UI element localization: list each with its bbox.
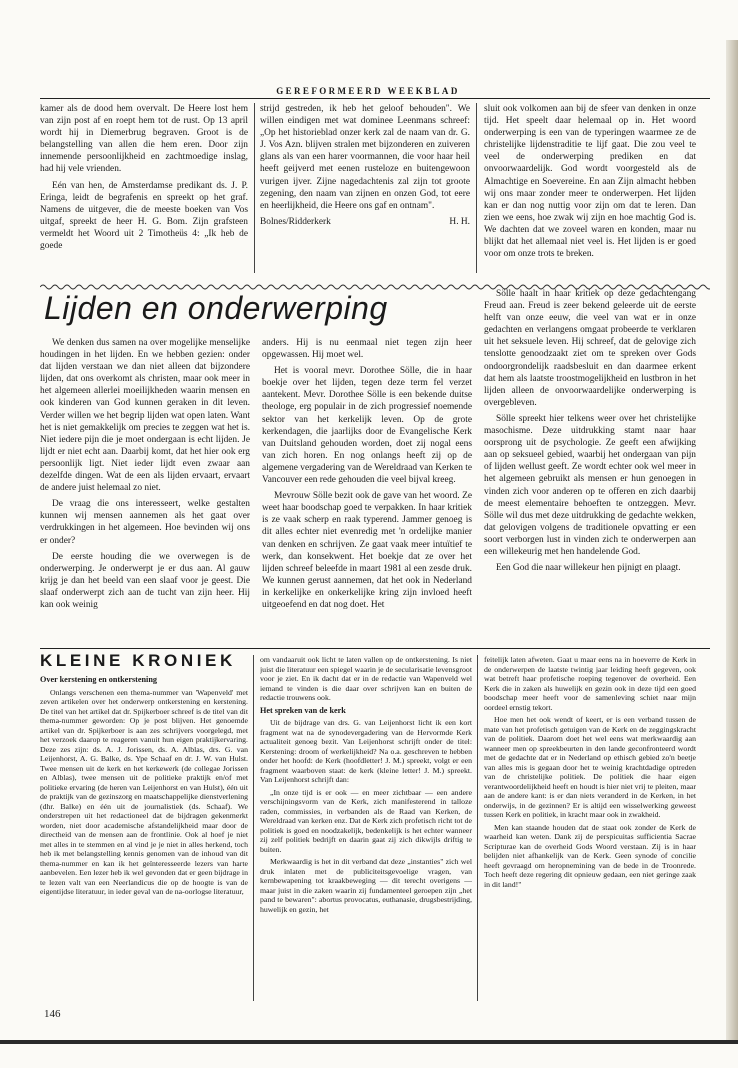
paragraph: om vandaaruit ook licht te laten vallen op de ontkerstening. Is niet juist die literatuur een spiegel waarin je de secularisatie levensgroot voor je ziet. En ik dacht dat er in de redactie van Wapenveld wel iemand te vinden is die daar over schrijven kan en buiten de redactie trouwens ook. <box>260 655 472 702</box>
signature-initials: H. H. <box>449 216 470 227</box>
signature-place: Bolnes/Ridderkerk <box>260 216 331 227</box>
kk-col-3 <box>484 655 696 1001</box>
column-divider <box>477 655 478 1001</box>
kk-col-2 <box>260 655 472 1001</box>
paragraph: Sölle spreekt hier telkens weer over het christelijke masochisme. Deze uitdrukking stamt naar haar oorsprong uit de psychologie. Ze geeft een afwijking aan op seksueel gebied, waarbij het ondergaan van pijn of lijden wellust geeft. Ze wordt echter ook wel meer in het algemeen gebruikt als mensen er hun genoegen in vinden zich voor anderen op te offeren en zich daarbij de meest elementaire behoeften te ontzeggen. Mevr. Sölle wil dus met deze uitdrukking de gedachte wekken, dat gelovigen volgens de traditionele opvatting er een soort verborgen lust in vinden zich te onderwerpen aan een willekeurig met hen handelende God. <box>484 413 696 557</box>
paragraph: „In onze tijd is er ook — en meer zichtbaar — een andere verschijningsvorm van de Kerk, zich manifesterend in talloze raden, commissies, in verbanden als de Raad van Kerken, de Wereldraad van kerken enz. Dat de Kerk zich profetisch richt tot de politiek is goed en noodzakelijk, bedenkelijk is het echter wanneer zij zelf politiek bedrijft en daarin gaat zij zich dikwijls driftig te buiten. <box>260 787 472 854</box>
paragraph: Sölle haalt in haar kritiek op deze gedachtengang Freud aan. Freud is zeer bekend geleerde uit de eerste helft van onze eeuw, die veel van wat er in onze gedachten en verlangens omgaat probeerde te verklaren uit het seksuele leven. Hij schreef, dat de gelovige zich tenslotte genoodzaakt ziet om te spreken over Gods ondoorgrondelijk raadsbesluit en dan daarmee erkent dat hem als laatste troostmogelijkheid en lustbron in het lijden alleen de onvoorwaardelijke onderwerping is overgebleven. <box>484 289 696 408</box>
main-col-1 <box>40 337 250 645</box>
paragraph: Onlangs verschenen een thema-nummer van 'Wapenveld' met zeven artikelen over het onderwerp ontkerstening en kerstening. De titel van het artikel dat dr. Spijkerboer schreef is de titel van dit thema-nummer geworden: Op je post blijven. Het genoemde artikel van dr. Spijkerboer is aan zes schrijvers voorgelegd, met het verzoek daarop te reageren vanuit hun eigen praktijkervaring. Deze zes zijn: ds. A. J. Jorissen, ds. A. Alblas, drs. G. van Leijenhorst, A. G. Balke, ds. Ype Schaaf en dr. J. W. van Hulst. Twee mensen uit de kerk en het kerkewerk (de collegae Jorissen en Alblas), twee mensen uit de politieke praktijk en/of met politieke ervaring (de heren van Leijenhorst en van Hulst), één uit de praktijk van de gezinszorg en maatschappelijke dienstverlening (dhr. Balke) en één uit de journalistiek (ds. Schaaf). We onderstrepen uit het redactioneel dat de bijdragen gekenmerkt worden, niet door academische afstandelijkheid maar door de directheid van de mensen aan de frontlinie. Ook al hoef je niet met alles in te stemmen en al vind je je niet in alles herkend, toch heb ik met belangstelling kennis genomen van de inhoud van dit thema-nummer en kan ik het geïnteresseerde lezers van harte aanbevelen. Een lezer heb ik wel gevonden dat er geen bijdrage in te lezen valt van een Neerlandicus die op de hoogte is van de eigentijdse literatuur, in ieder geval van de na-oorlogse literatuur, <box>40 687 248 896</box>
section-rule <box>40 648 710 649</box>
page-number: 146 <box>44 1008 61 1020</box>
header-rule <box>40 98 710 99</box>
paragraph: Merkwaardig is het in dit verband dat deze „instanties" zich wel druk inlaten met de publiciteitsgevoelige vragen, van kernbewapening tot kraakbeweging — dit terecht overigens — maar juist in die zaken waarin zij fundamenteel geroepen zijn „het pand te bewaren": abortus provocatus, euthanasie, drugsbestrijding, huwelijk en gezin, het <box>260 857 472 914</box>
page-edge <box>726 40 738 1040</box>
scan-border <box>0 1040 738 1044</box>
kleine-kroniek-title: KLEINE KRONIEK <box>40 651 236 670</box>
paragraph: De vraag die ons interesseert, welke gestalten kunnen wij mensen aannemen als het gaat over verdrukkingen in het algemeen. Hoe bevinden wij ons er onder? <box>40 499 250 546</box>
paragraph: anders. Hij is nu eenmaal niet tegen zijn heer opgewassen. Hij moet wel. <box>262 338 472 361</box>
signature <box>260 216 470 228</box>
top-col-3 <box>484 103 696 281</box>
paragraph: strijd gestreden, ik heb het geloof behouden". We willen eindigen met wat dominee Leenmans schreef: „Op het historieblad onzer kerk zal de naam van dr. G. J. Vos Azn. blijven stralen met bijzonderen en zuiveren glans als van een harer voormannen, die voor haar heil heeft geijverd met eenen rusteloze en buitengewoon vurigen ijver. Zijne nagedachtenis zal zijn tot groote zegening, den naam van zijnen en onzen God, tot eere en heerlijkheid, die Heere ons gaf en ontnam". <box>260 104 470 211</box>
paragraph: Het is vooral mevr. Dorothee Sölle, die in haar boekje over het lijden, tegen deze term fel verzet aantekent. Mevr. Dorothee Sölle is een bekende duitse theologe, erg populair in de zich progressief noemende sektor van het kerkelijk leven. Op de grote kerkendagen, die jaarlijks door de Evangelische Kerk van Duitsland gehouden worden, doet zij nogal eens van zich horen. En nog onlangs heeft zij op de algemene vergadering van de Wereldraad van Kerken te Vancouver een rede gehouden die veel bijval kreeg. <box>262 366 472 486</box>
paragraph: sluit ook volkomen aan bij de sfeer van denken in onze tijd. Het speelt daar helemaal op in. Het woord onderwerping is een van de typeringen waarmee ze de christelijke lijdenstraditie te lijf gaat. Die zou veel te veel de onderwerping prediken en dat onvoorwaardelijk. God wordt voorgesteld als de Almachtige en Soevereine. En aan Zijn almacht hebben wij ons maar zonder meer te onderwerpen. Het lijden kan er dan nog nuttig voor zijn om dat te leren. Dan zien we eens, hoe zwak wij zijn en hoe machtig God is. We dachten dat we zoveel waren en konden, maar nu blijkt dat het allemaal niet veel is. Het lijden is er goed voor om onze trots te breken. <box>484 104 696 260</box>
subheading: Over kerstening en ontkerstening <box>40 675 157 684</box>
subheading: Het spreken van de kerk <box>260 705 346 715</box>
paragraph: Uit de bijdrage van drs. G. van Leijenhorst licht ik een kort fragment wat na de synodevergadering van de Hervormde Kerk actualiteit genoeg bezit. Van Leijenhorst schrijft onder de titel: Kerstening: droom of werkelijkheid? Na o.a. geschreven te hebben onder het hoofd: de Kerk (hoofdletter! J. M.) spreekt, volgt er een fragment waarboven staat: de kerk (kleine letter! J. M.) spreekt. Van Leijenhorst schrijft dan: <box>260 718 472 784</box>
kk-col-1 <box>40 675 248 1001</box>
paragraph: feitelijk laten afweten. Gaat u maar eens na in hoeverre de Kerk in de onderwerpen de laatste twintig jaar leiding heeft gegeven, ook wat betreft haar profetische roeping tegenover de overheid. Een Kerk die in zaken als huwelijk en gezin ook in deze tijd een goed boodschap meer heeft voor de samenleving schiet naar mijn oordeel ernstig tekort. <box>484 655 696 712</box>
main-col-3 <box>484 288 696 645</box>
paragraph: kamer als de dood hem overvalt. De Heere lost hem van zijn post af en roept hem tot de rust. Op 13 april wordt hij in Diemerbrug begraven. Groot is de belangstelling van allen die hem eren. Door zijn innemende persoonlijkheid en zachtmoedige inslag, had hij vele vrienden. <box>40 104 248 175</box>
main-col-2 <box>262 337 472 645</box>
column-divider <box>253 655 254 1001</box>
paragraph: Mevrouw Sölle bezit ook de gave van het woord. Ze weet haar boodschap goed te verpakken. In haar kritiek is ze vaak scherp en raak typerend. Jammer genoeg is dit alles echter niet evenredig met 'n ordelijke manier van denken en schrijven. Ze gaat vaak meer intuïtief te werk, dan konsekwent. Het boekje dat ze over het lijden schreef beleefde in maart 1981 al een zesde druk. We kunnen gerust aannemen, dat het ook in Nederland in kerkelijke en onkerkelijke kring zijn invloed heeft uitgeoefend en dat nog doet. Het <box>262 491 472 610</box>
paragraph: Eén van hen, de Amsterdamse predikant ds. J. P. Eringa, leidt de begrafenis en spreekt op het graf. Namens de uitgever, die de meeste boeken van Vos uitgaf, spreekt de heer H. G. Bom. Zijn grafsteen vermeldt het Woord uit 2 Timotheüs 4: „Ik heb de goede <box>40 180 248 252</box>
article-title: Lijden en onderwerping <box>44 290 388 326</box>
paragraph: We denken dus samen na over mogelijke menselijke houdingen in het lijden. En we hebben gezien: onder dat lijden verstaan we dan niet alleen dat bijzondere lijden, dat ons overkomt als christen, maar ook meer in het algemeen allerlei moeilijkheden waarin mensen en ook kinderen van God kunnen geraken in dit leven. Verder willen we het begrip lijden wat open laten. Want het is niet gemakkelijk om precies te zeggen wat het is. Niet iedere pijn die je moet ondergaan is echt lijden. Je lijdt er niet echt aan. Daarbij komt, dat het hier ook erg persoonlijk ligt. Niet ieder lijdt even zwaar aan dezelfde dingen. Wat de een als lijden ervaart, ervaart de andere juist helemaal zo niet. <box>40 338 250 494</box>
running-header: GEREFORMEERD WEEKBLAD <box>276 86 460 96</box>
paragraph: Hoe men het ook wendt of keert, er is een verband tussen de mate van het profetisch getuigen van de Kerk en de zeggingskracht van de politiek. Daarom doet het wel eens wat merkwaardig aan wanneer men op spreekbeurten in den lande geconfronteerd wordt met de gedachte dat er in Nederland op ethisch gebied zo'n beetje van alles mis is gegaan door het te weinig krachtdadige optreden van de christelijke politiek. De politiek die haar eigen verantwoordelijkheid heeft en houdt is hier niet vrij te pleiten, maar aan de andere kant: is er dan niets veranderd in de Kerken, in het onderwijs, in de gezinnen? Er is altijd een wisselwerking geweest tussen Kerk en politiek, in kracht maar ook in zwakheid. <box>484 715 696 819</box>
paragraph: De eerste houding die we overwegen is de onderwerping. Je onderwerpt je er dus aan. Al gauw krijg je dan het beeld van een slaaf voor je geest. Die slaaf onderwerpt zich aan de tucht van zijn heer. Hij kan ook weinig <box>40 551 250 610</box>
column-divider <box>254 103 255 273</box>
paragraph: Een God die naar willekeur hen pijnigt en plaagt. <box>496 563 681 574</box>
top-col-2 <box>260 103 470 278</box>
paragraph: Men kan staande houden dat de staat ook zonder de Kerk de waarheid kan weten. Dank zij de perspicuitas sufficientia Sacrae Scripturae kan de overheid Gods Woord verstaan. Zij is in haar belijden niet afhankelijk van de Kerk. Geen synode of concilie heeft gevraagd om heropnemining van de bede in de Troonrede. Toch heeft deze regering dit opnieuw gedaan, een niet geringe zaak in dit land!" <box>484 822 696 889</box>
column-divider <box>476 103 477 273</box>
top-col-1 <box>40 103 248 273</box>
